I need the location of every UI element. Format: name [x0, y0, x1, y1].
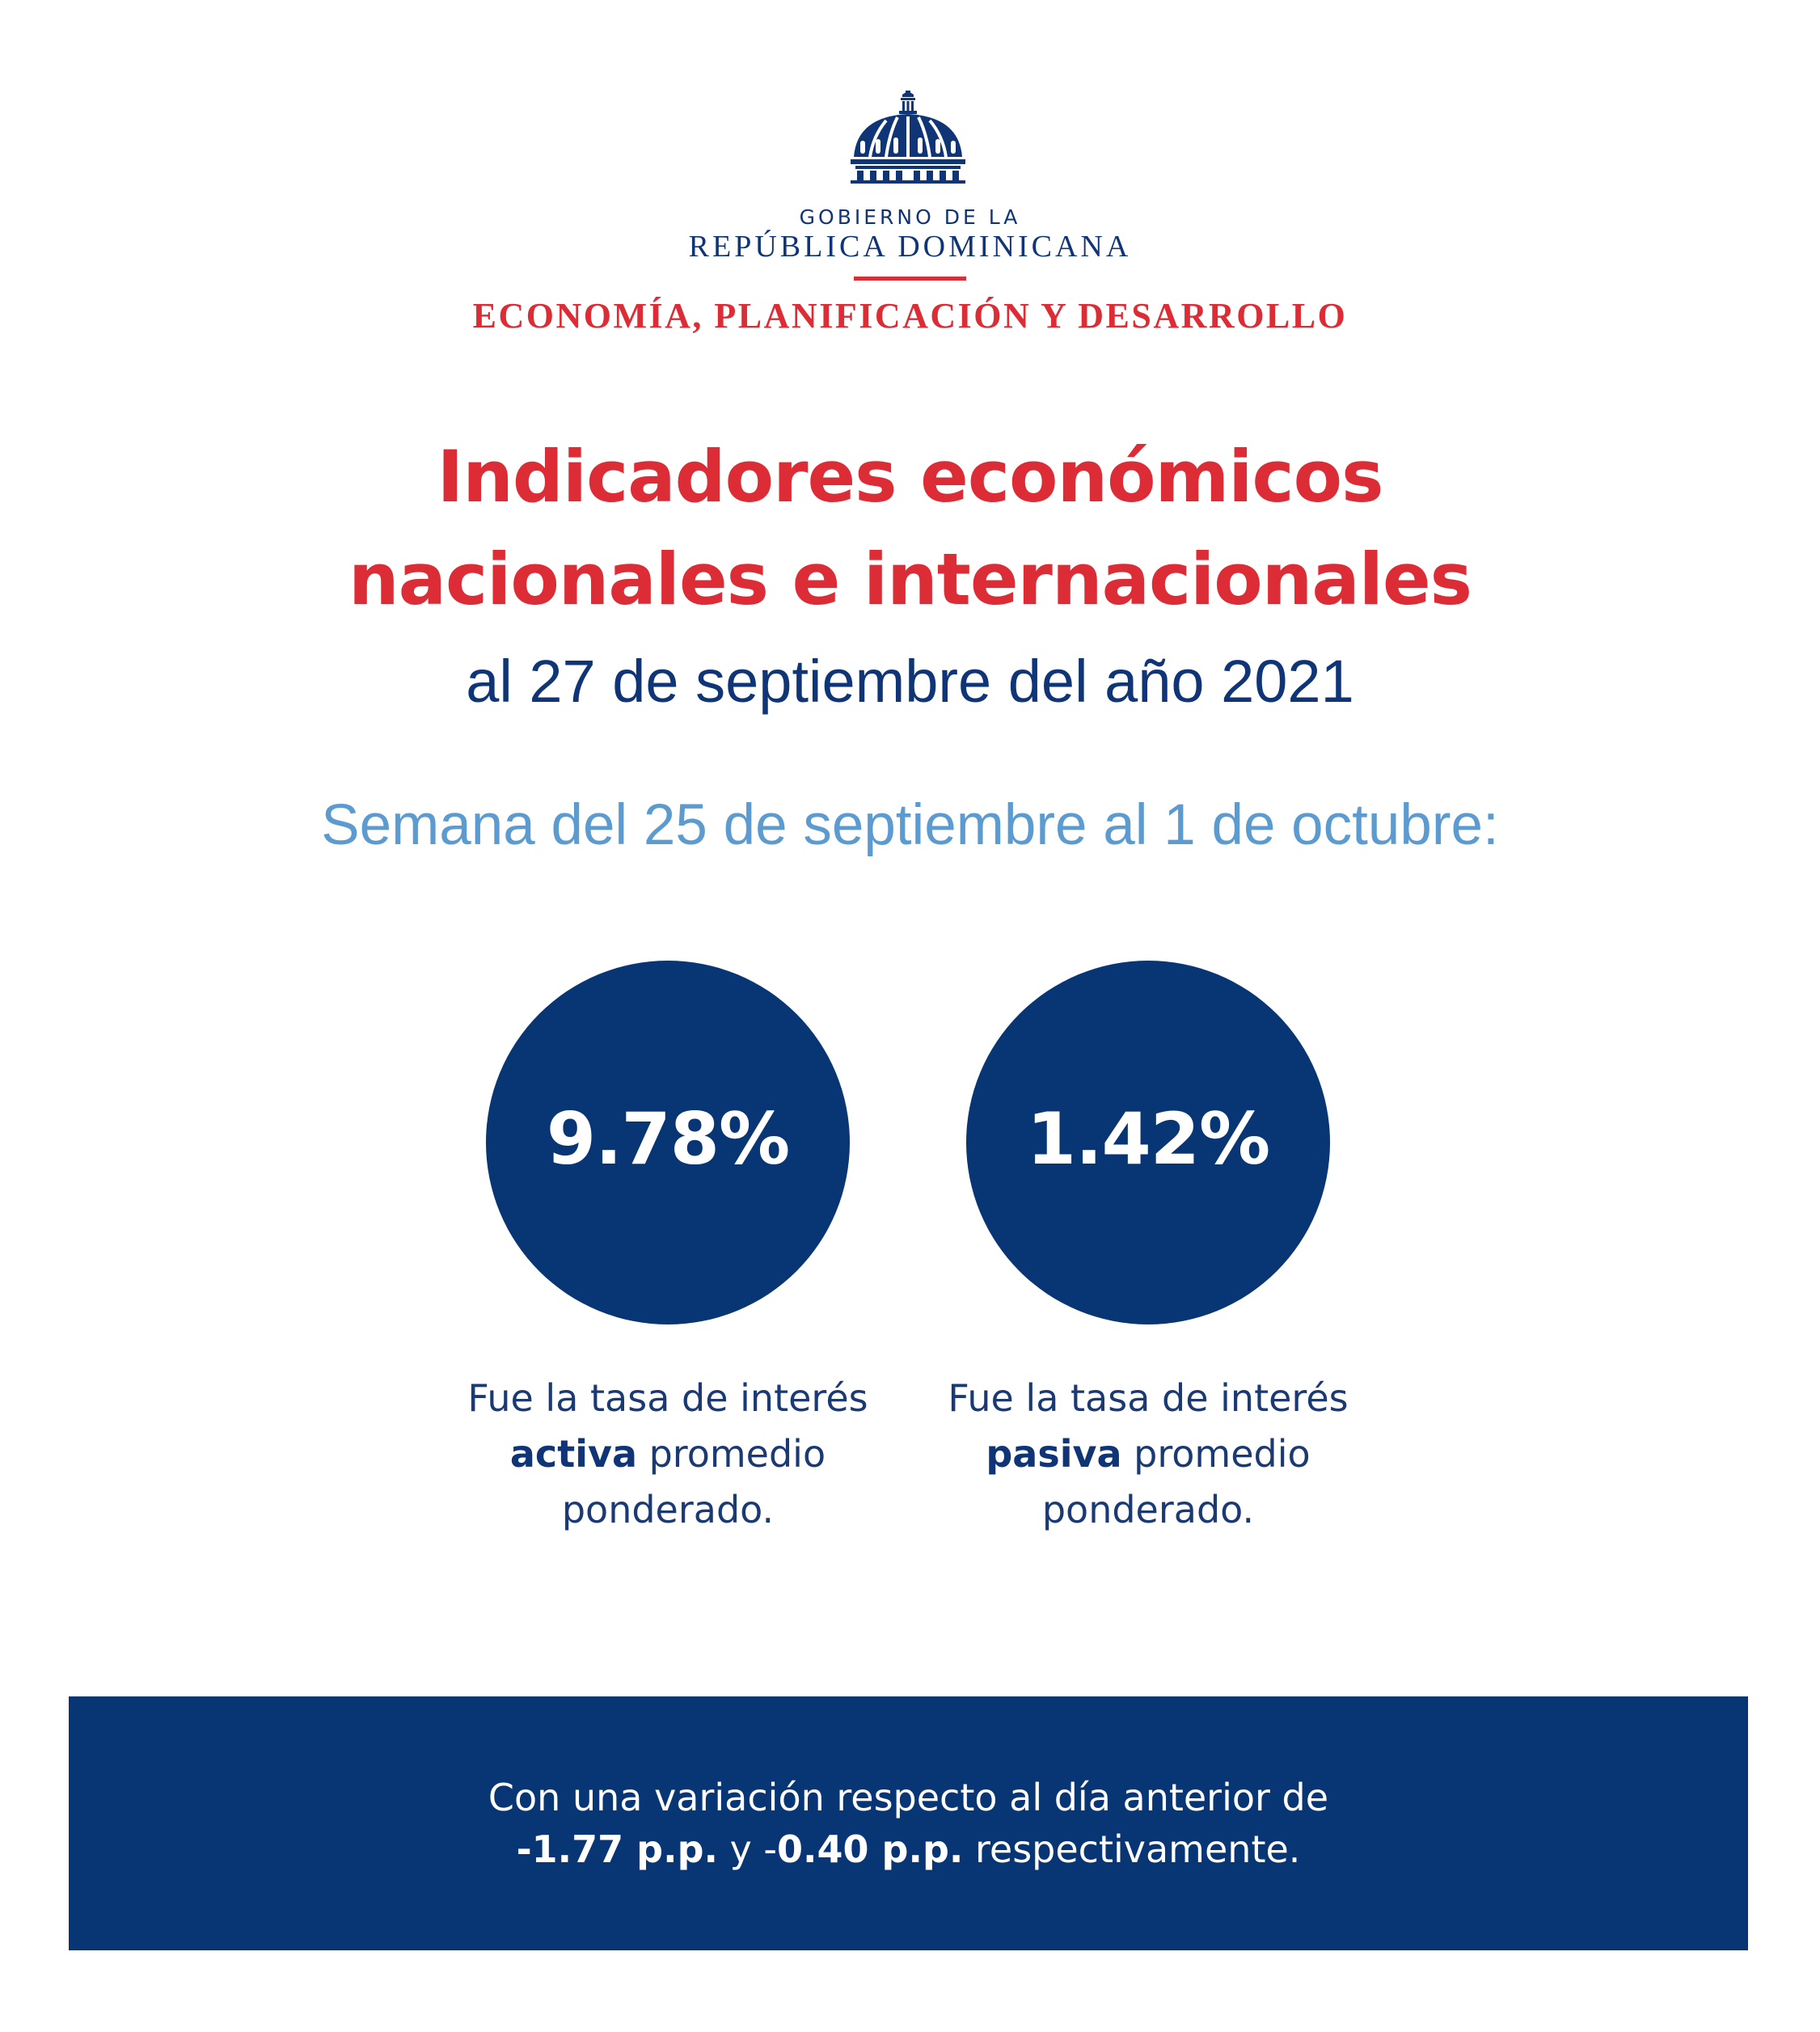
- caption-line: ponderado.: [561, 1488, 775, 1531]
- banner-connector: y -: [717, 1827, 778, 1871]
- variation-banner: [69, 1696, 1748, 1950]
- caption-line: Fue la tasa de interés: [467, 1376, 868, 1420]
- week-label: Semana del 25 de septiembre al 1 de octubre:: [321, 793, 1499, 857]
- variation-pasiva: 0.40 p.p.: [777, 1827, 964, 1871]
- variation-activa: -1.77 p.p.: [516, 1827, 718, 1871]
- caption-line: [906, 1426, 1391, 1482]
- caption-text: promedio: [1121, 1432, 1311, 1476]
- caption-keyword: activa: [509, 1432, 637, 1476]
- page-title-line-1: Indicadores económicos: [437, 435, 1383, 518]
- caption-line: [425, 1426, 910, 1482]
- indicator-circle-activa: [486, 961, 850, 1324]
- indicator-value-activa: 9.78%: [546, 1096, 790, 1181]
- gov-line-2: REPÚBLICA DOMINICANA: [688, 230, 1132, 264]
- ministry-name: ECONOMÍA, PLANIFICACIÓN Y DESARROLLO: [472, 296, 1348, 336]
- logo-divider: [854, 277, 966, 281]
- caption-text: promedio: [636, 1432, 826, 1476]
- page-title-line-2: nacionales e internacionales: [348, 538, 1472, 621]
- indicator-caption-pasiva: [906, 1371, 1391, 1538]
- caption-line: ponderado.: [1041, 1488, 1255, 1531]
- caption-keyword: pasiva: [986, 1432, 1122, 1476]
- capitol-dome-icon: [849, 89, 967, 184]
- date-subtitle: al 27 de septiembre del año 2021: [466, 648, 1354, 715]
- indicator-circle-pasiva: [966, 961, 1330, 1324]
- gov-line-1: GOBIERNO DE LA: [799, 205, 1021, 229]
- banner-line-2: [517, 1823, 1301, 1875]
- banner-line-1: Con una variación respecto al día anterior de: [488, 1776, 1329, 1819]
- indicator-caption-activa: [425, 1371, 910, 1538]
- caption-line: Fue la tasa de interés: [948, 1376, 1349, 1420]
- banner-tail: respectivamente.: [963, 1827, 1301, 1871]
- indicator-value-pasiva: 1.42%: [1026, 1096, 1270, 1181]
